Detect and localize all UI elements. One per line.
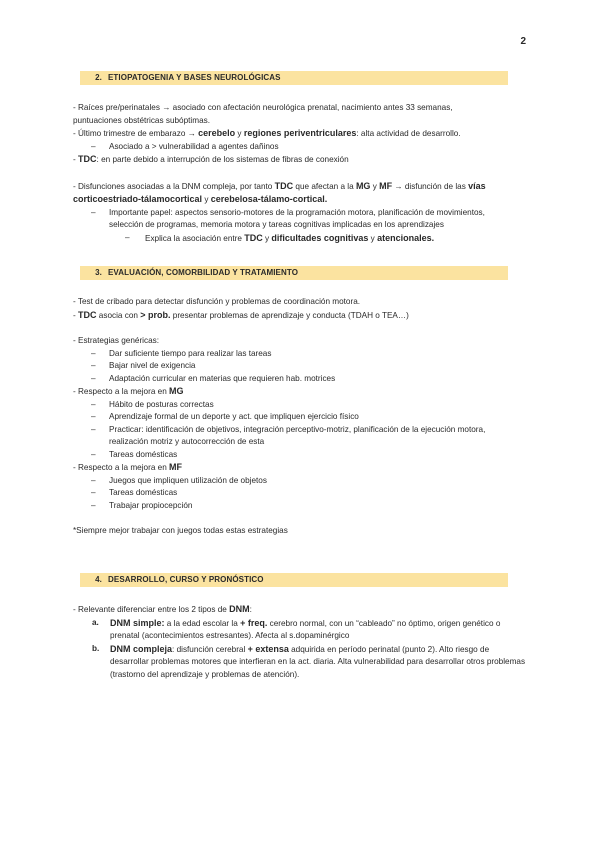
paragraph-line: - Raíces pre/perinatales → asociado con afectación neurológica prenatal, nacimiento antes 33 semanas, (73, 103, 453, 112)
dash-bullet: – (91, 361, 96, 370)
bold-term: TDC (78, 309, 97, 320)
section-title: ETIOPATOGENIA Y BASES NEUROLÓGICAS (108, 73, 281, 82)
page-number: 2 (520, 36, 526, 47)
text: que afectan a la (293, 181, 356, 191)
bold-term: vías (468, 180, 486, 191)
dash-bullet: – (125, 232, 130, 242)
text: : en parte debido a interrupción de los sistemas de fibras de conexión (96, 155, 349, 164)
text: presentar problemas de aprendizaje y conducta (TDAH o TEA…) (170, 310, 409, 320)
text: - (73, 310, 79, 320)
list-item-text: Asociado a > vulnerabilidad a agentes dañinos (109, 141, 279, 151)
bold-term: + extensa (247, 643, 289, 654)
dash-bullet: – (91, 373, 96, 383)
text: - (73, 155, 79, 164)
bold-term: DNM simple: (110, 617, 165, 628)
paragraph-line (73, 180, 533, 194)
text: - Respecto a la mejora en (73, 387, 170, 396)
bold-term: DNM compleja (110, 643, 173, 654)
dash-bullet: – (91, 500, 96, 510)
list-item (73, 399, 533, 412)
section-title: EVALUACIÓN, COMORBILIDAD Y TRATAMIENTO (108, 268, 299, 277)
section-heading-2 (80, 71, 508, 85)
list-item (73, 348, 533, 361)
list-item-text: Juegos que impliquen utilización de objetos (109, 475, 267, 485)
section-heading-3 (80, 266, 508, 280)
note: *Siempre mejor trabajar con juegos todas estas estrategias (73, 526, 288, 535)
paragraph-line (73, 461, 533, 475)
bold-term: MF (169, 462, 183, 472)
list-item-text: Practicar: identificación de objetivos, integración perceptivo-motriz, planificación de la ejecución motora, realización motriz y autocorrección de esta (109, 424, 486, 446)
list-item-text: Trabajar propiocepción (109, 500, 193, 510)
bold-term: dificultades cognitivas (271, 232, 369, 243)
dash-bullet: – (91, 399, 96, 409)
list-item-text: Tareas domésticas (109, 449, 178, 459)
text: - Relevante diferenciar entre los 2 tipos de (73, 605, 230, 614)
paragraph-line (73, 603, 533, 617)
text: y (235, 129, 244, 138)
list-item (73, 360, 533, 373)
list-item (73, 141, 533, 154)
list-item (73, 475, 533, 488)
list-letter: b. (92, 643, 100, 653)
dash-bullet: – (91, 488, 96, 497)
paragraph-line (73, 127, 533, 141)
text: - Disfunciones asociadas a la DNM compleja, por tanto (73, 181, 275, 191)
bold-term: TDC (274, 180, 294, 191)
text: Explica la asociación entre (145, 233, 245, 243)
bold-term: atencionales. (377, 232, 435, 243)
text: - Último trimestre de embarazo → (73, 129, 199, 138)
bold-term: > prob. (140, 309, 171, 320)
text: y (262, 233, 272, 243)
section-number: 4. (95, 575, 102, 584)
text: y (202, 195, 211, 204)
list-item-nested (73, 232, 533, 246)
list-item-text: Tareas domésticas (109, 488, 178, 497)
dash-bullet: – (91, 424, 96, 434)
dash-bullet: – (91, 449, 96, 459)
list-item (73, 207, 533, 232)
list-item-text: Hábito de posturas correctas (109, 399, 214, 409)
text: : (249, 605, 252, 614)
bold-term: MG (355, 180, 371, 191)
list-item (73, 449, 533, 462)
section-heading-4 (80, 573, 508, 587)
bold-term: MG (169, 386, 184, 396)
list-letter: a. (92, 617, 99, 627)
paragraph-line: puntuaciones obstétricas subóptimas. (73, 115, 210, 125)
bold-term: corticoestriado-tálamocortical (73, 194, 203, 204)
bold-term: TDC (244, 232, 263, 243)
text: → disfunción de las (392, 181, 469, 191)
section-number: 2. (95, 73, 102, 82)
section-4-body (73, 603, 533, 681)
bold-term: TDC (78, 154, 97, 164)
bold-term: DNM (229, 604, 250, 614)
list-item (73, 411, 533, 424)
paragraph-line (73, 385, 533, 399)
dash-bullet: – (91, 475, 96, 485)
text: : disfunción cerebral (172, 644, 248, 654)
lettered-item-a (73, 617, 533, 643)
list-item-text: Bajar nivel de exigencia (109, 361, 196, 370)
dash-bullet: – (91, 348, 96, 358)
paragraph-line (73, 193, 533, 207)
list-item (73, 500, 533, 513)
section-number: 3. (95, 268, 102, 277)
bold-term: cerebelo (198, 128, 236, 138)
bold-term: regiones periventriculares (243, 128, 357, 138)
text: adquirida en período perinatal (punto 2). Alto riesgo de desarrollar problemas motores que interfieran en la act. diaria. Alta vulnerabilidad para desarrollar otros problemas (trastorno del aprendizaje y problemas de atención). (110, 644, 526, 679)
paragraph-line: - Test de cribado para detectar disfunción y problemas de coordinación motora. (73, 297, 361, 306)
text: y (368, 233, 378, 243)
list-item (73, 373, 533, 386)
bold-term: MF (379, 180, 393, 191)
dash-bullet: – (91, 412, 96, 421)
dash-bullet: – (91, 207, 96, 217)
text: asocia con (96, 310, 141, 320)
list-item-text (73, 232, 533, 246)
paragraph-line (73, 309, 533, 323)
list-item-text: Aprendizaje formal de un deporte y act. que impliquen ejercicio físico (109, 412, 359, 421)
lettered-item-b (73, 643, 533, 682)
list-item-text: Adaptación curricular en materias que requieren hab. motrices (109, 373, 336, 383)
bold-term: + freq. (240, 617, 268, 628)
text: y (370, 181, 380, 191)
bold-term: cerebelosa-tálamo-cortical. (210, 194, 328, 204)
section-3-body (73, 296, 533, 538)
list-item (73, 424, 533, 449)
dash-bullet: – (91, 141, 96, 151)
list-item-text (73, 643, 530, 682)
text: a la edad escolar la (164, 618, 241, 628)
text: : alta actividad de desarrollo. (356, 129, 461, 138)
section-2-body (73, 102, 533, 245)
list-item (73, 487, 533, 500)
section-title: DESARROLLO, CURSO Y PRONÓSTICO (108, 575, 264, 584)
list-item-text: Importante papel: aspectos sensorio-motores de la programación motora, planificación de movimientos, selección de programas, memoria motora y tareas cognitivas implicadas en los aprendizajes (109, 207, 485, 229)
text: cerebro normal, con un “cableado” no óptimo, origen genético o prenatal (acontecimientos estresantes). Afecta al s.dopaminérgico (110, 618, 501, 640)
paragraph-line: - Estrategias genéricas: (73, 336, 160, 345)
list-item-text (73, 617, 530, 643)
list-item-text: Dar suficiente tiempo para realizar las tareas (109, 348, 272, 358)
text: - Respecto a la mejora en (73, 463, 170, 472)
paragraph-line (73, 153, 533, 167)
